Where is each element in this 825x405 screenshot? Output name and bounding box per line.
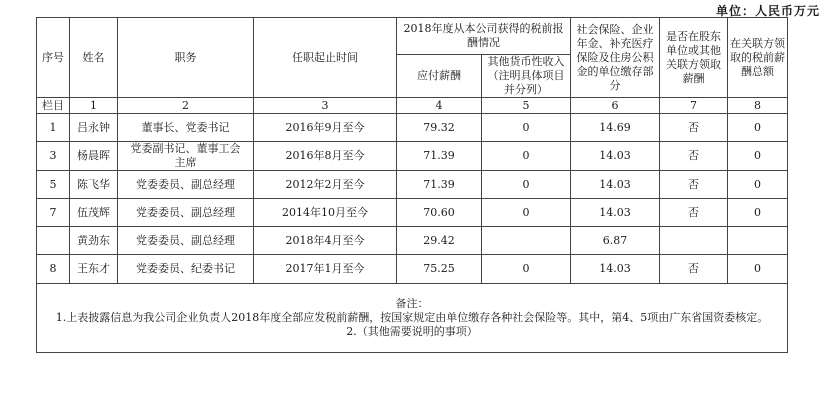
header-name: 姓名 [70, 18, 118, 98]
notes-row [37, 284, 788, 353]
cell-name: 王东才 [70, 255, 118, 284]
notes-line-2: 2.（其他需要说明的事项） [346, 325, 478, 338]
cell-name: 杨晨晖 [70, 142, 118, 171]
cell-amount: 0 [728, 255, 788, 284]
cell-payable: 71.39 [397, 171, 482, 199]
cell-position: 党委副书记、董事工会主席 [118, 142, 254, 171]
table-row [37, 114, 788, 142]
header-group-pay: 2018年度从本公司获得的税前报酬情况 [397, 18, 571, 55]
cell-amount: 0 [728, 199, 788, 227]
cell-term: 2016年8月至今 [254, 142, 397, 171]
cell-other: 0 [482, 114, 571, 142]
unit-label: 单位：人民币万元 [715, 4, 820, 18]
cell-payable: 71.39 [397, 142, 482, 171]
notes-cell [37, 284, 788, 353]
colnum-cell: 2 [118, 98, 254, 114]
colnum-cell: 栏目 [37, 98, 70, 114]
header-row [37, 18, 788, 55]
colnum-cell: 1 [70, 98, 118, 114]
cell-term: 2018年4月至今 [254, 227, 397, 255]
cell-related: 否 [660, 114, 728, 142]
cell-related: 否 [660, 142, 728, 171]
table-row [37, 227, 788, 255]
table-row [37, 171, 788, 199]
header-term: 任职起止时间 [254, 18, 397, 98]
colnum-cell: 8 [728, 98, 788, 114]
cell-social: 14.69 [571, 114, 660, 142]
colnum-cell: 4 [397, 98, 482, 114]
cell-term: 2012年2月至今 [254, 171, 397, 199]
cell-name: 伍茂辉 [70, 199, 118, 227]
colnum-cell: 6 [571, 98, 660, 114]
colnum-cell: 5 [482, 98, 571, 114]
cell-name: 陈飞华 [70, 171, 118, 199]
cell-payable: 29.42 [397, 227, 482, 255]
cell-name: 吕永钟 [70, 114, 118, 142]
cell-amount: 0 [728, 142, 788, 171]
cell-seq: 5 [37, 171, 70, 199]
cell-amount [728, 227, 788, 255]
header-related-amount: 在关联方领取的税前薪酬总额 [728, 18, 788, 98]
cell-amount: 0 [728, 114, 788, 142]
header-social: 社会保险、企业年金、补充医疗保险及住房公积金的单位缴存部分 [571, 18, 660, 98]
cell-other: 0 [482, 171, 571, 199]
cell-related [660, 227, 728, 255]
header-other-income: 其他货币性收入（注明具体项目并分列） [482, 55, 571, 98]
cell-other: 0 [482, 255, 571, 284]
cell-position: 党委委员、副总经理 [118, 227, 254, 255]
cell-seq: 8 [37, 255, 70, 284]
cell-term: 2014年10月至今 [254, 199, 397, 227]
cell-seq: 7 [37, 199, 70, 227]
table-row [37, 142, 788, 171]
cell-related: 否 [660, 171, 728, 199]
cell-social: 6.87 [571, 227, 660, 255]
cell-amount: 0 [728, 171, 788, 199]
colnum-cell: 3 [254, 98, 397, 114]
cell-other: 0 [482, 199, 571, 227]
cell-payable: 75.25 [397, 255, 482, 284]
cell-social: 14.03 [571, 171, 660, 199]
colnum-cell: 7 [660, 98, 728, 114]
cell-position: 党委委员、副总经理 [118, 171, 254, 199]
cell-term: 2017年1月至今 [254, 255, 397, 284]
header-related-party: 是否在股东单位或其他关联方领取薪酬 [660, 18, 728, 98]
cell-term: 2016年9月至今 [254, 114, 397, 142]
cell-social: 14.03 [571, 199, 660, 227]
cell-seq: 3 [37, 142, 70, 171]
cell-payable: 79.32 [397, 114, 482, 142]
column-number-row [37, 98, 788, 114]
cell-name: 黄劲东 [70, 227, 118, 255]
cell-other: 0 [482, 142, 571, 171]
table-row [37, 255, 788, 284]
cell-position: 党委委员、纪委书记 [118, 255, 254, 284]
cell-social: 14.03 [571, 142, 660, 171]
cell-related: 否 [660, 199, 728, 227]
cell-social: 14.03 [571, 255, 660, 284]
table-row [37, 199, 788, 227]
notes-title: 备注： [395, 297, 429, 310]
notes-line-1: 1.上表披露信息为我公司企业负责人2018年度全部应发税前薪酬，按国家规定由单位缴存各种社会保险等。其中，第4、5项由广东省国资委核定。 [55, 311, 769, 324]
header-payable: 应付薪酬 [397, 55, 482, 98]
cell-other [482, 227, 571, 255]
cell-position: 党委委员、副总经理 [118, 199, 254, 227]
cell-seq [37, 227, 70, 255]
header-seq: 序号 [37, 18, 70, 98]
cell-payable: 70.60 [397, 199, 482, 227]
header-position: 职务 [118, 18, 254, 98]
salary-table [36, 17, 788, 353]
cell-related: 否 [660, 255, 728, 284]
cell-seq: 1 [37, 114, 70, 142]
cell-position: 董事长、党委书记 [118, 114, 254, 142]
